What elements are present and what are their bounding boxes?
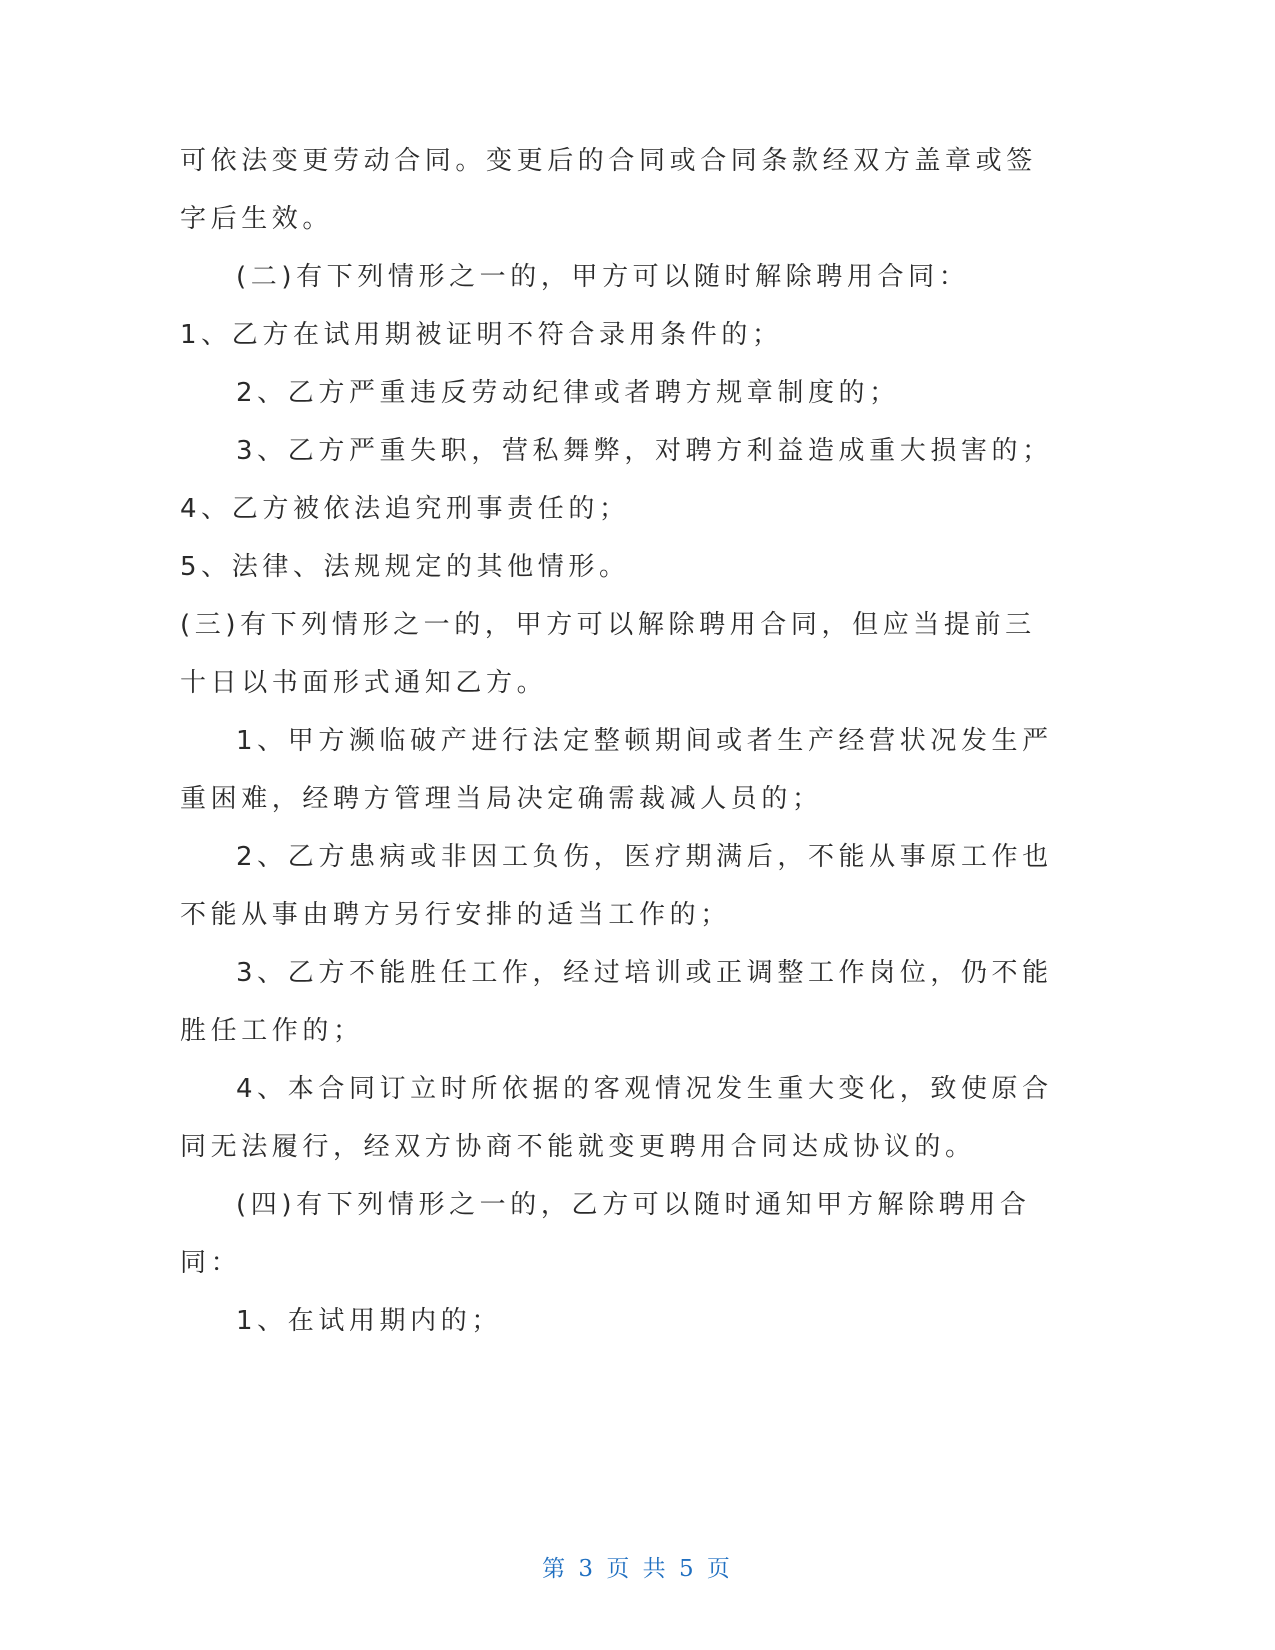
text-line: 1、乙方在试用期被证明不符合录用条件的； [180,320,783,350]
footer-suffix: 页 [706,1556,733,1582]
text-line: 十日以书面形式通知乙方。 [180,668,548,698]
page-footer [0,1550,1275,1583]
text-line: 4、乙方被依法追究刑事责任的； [180,494,630,524]
text-line: 可依法变更劳动合同。变更后的合同或合同条款经双方盖章或签 [180,146,1037,176]
text-line: 同： [180,1248,242,1278]
footer-prefix: 第 [542,1556,569,1582]
text-line: (四)有下列情形之一的，乙方可以随时通知甲方解除聘用合 [236,1190,1031,1220]
text-line: 胜任工作的； [180,1016,364,1046]
text-line: 3、乙方不能胜任工作，经过培训或正调整工作岗位，仍不能 [236,958,1053,988]
text-line: 重困难，经聘方管理当局决定确需裁减人员的； [180,784,823,814]
text-line: 4、本合同订立时所依据的客观情况发生重大变化，致使原合 [236,1074,1053,1104]
text-line: 1、甲方濒临破产进行法定整顿期间或者生产经营状况发生严 [236,726,1053,756]
footer-middle: 页 共 [606,1556,669,1582]
text-line: (三)有下列情形之一的，甲方可以解除聘用合同，但应当提前三 [180,610,1036,640]
current-page-number: 3 [578,1556,597,1582]
text-line: 1、在试用期内的； [236,1306,502,1336]
text-line: (二)有下列情形之一的，甲方可以随时解除聘用合同： [236,262,970,292]
text-line: 3、乙方严重失职，营私舞弊，对聘方利益造成重大损害的； [236,436,1053,466]
text-line: 字后生效。 [180,204,334,234]
text-line: 2、乙方患病或非因工负伤，医疗期满后，不能从事原工作也 [236,842,1053,872]
total-page-count: 5 [678,1556,697,1582]
text-line: 5、法律、法规规定的其他情形。 [180,552,630,582]
text-line: 2、乙方严重违反劳动纪律或者聘方规章制度的； [236,378,900,408]
text-line: 不能从事由聘方另行安排的适当工作的； [180,900,731,930]
text-line: 同无法履行，经双方协商不能就变更聘用合同达成协议的。 [180,1132,976,1162]
